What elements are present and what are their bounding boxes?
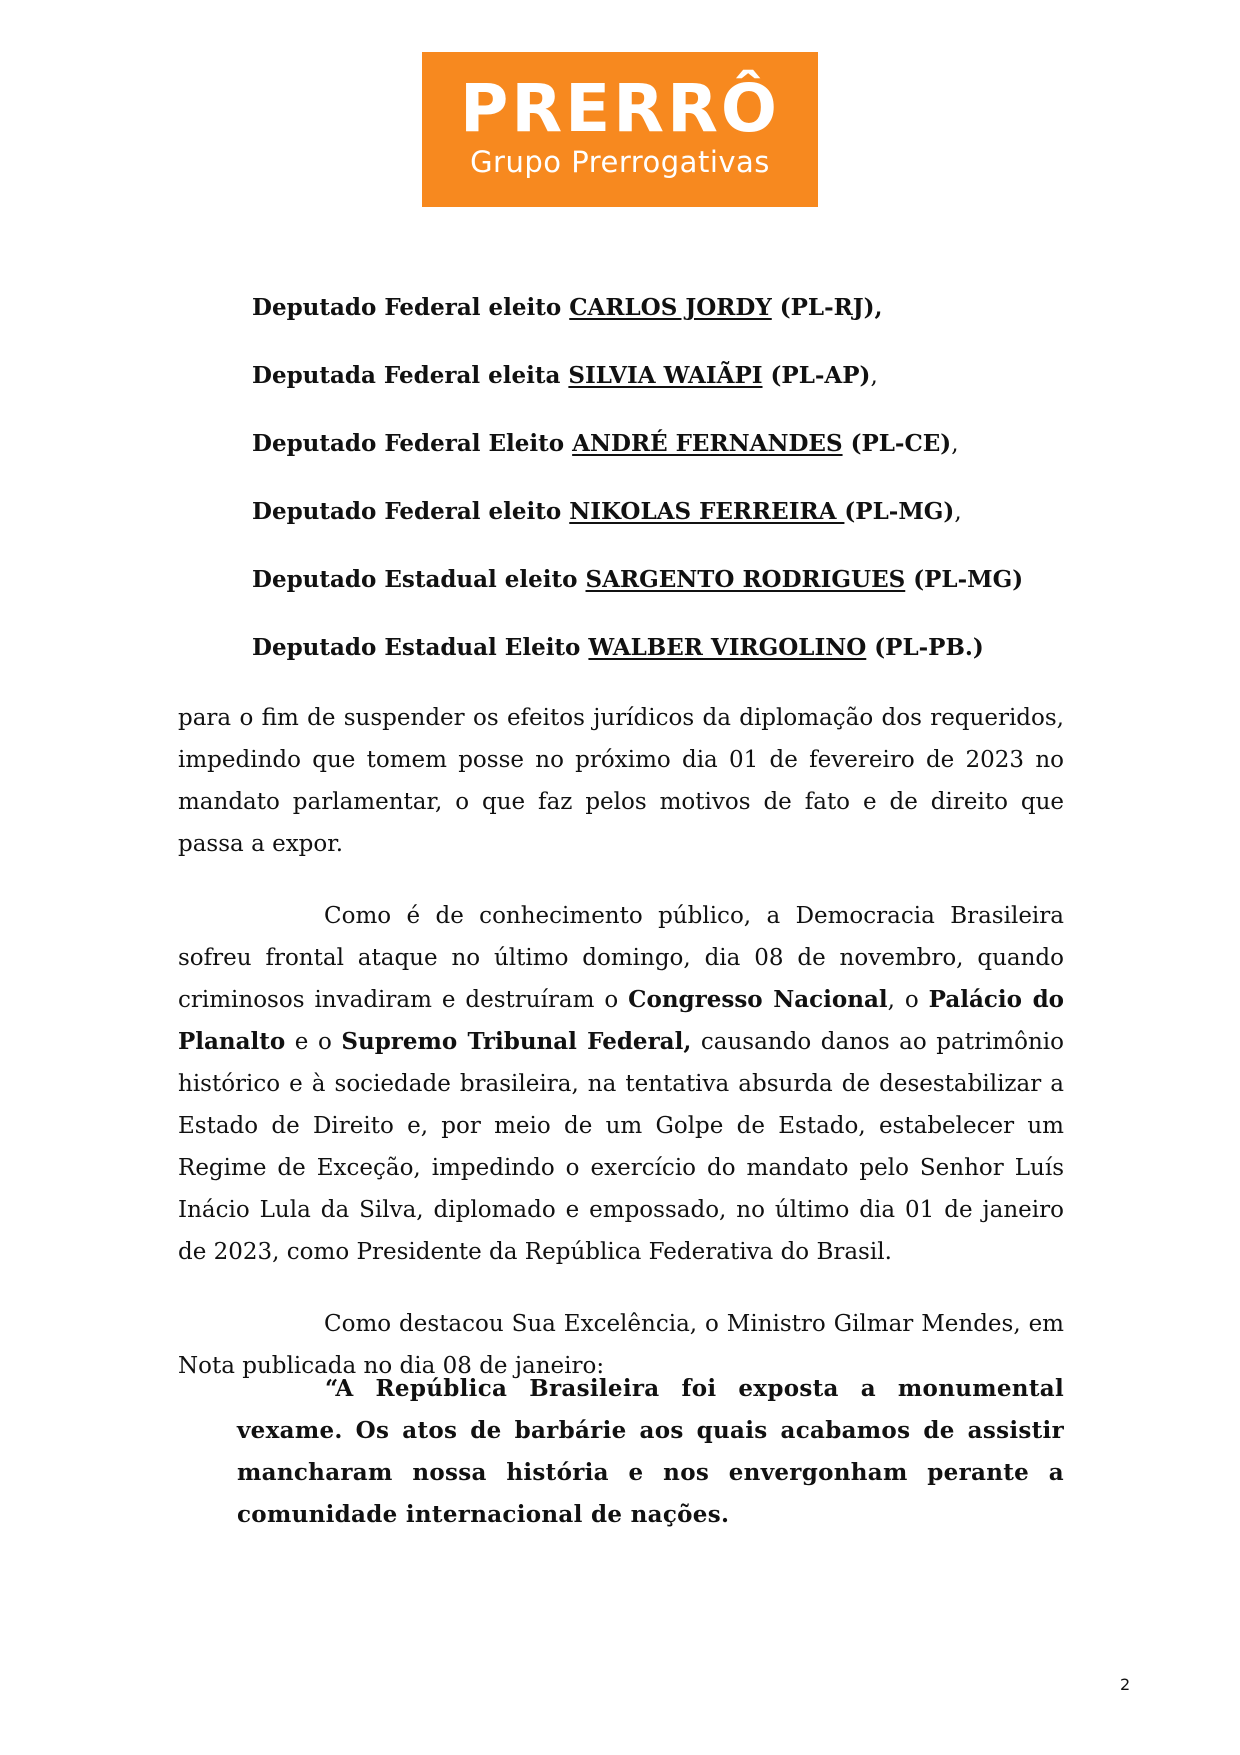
paragraph-facts [178,895,1064,1273]
logo-subtitle: Grupo Prerrogativas [470,145,770,179]
deputy-line [252,564,1112,632]
deputy-name: NIKOLAS FERREIRA [569,498,845,525]
deputy-role: Deputada Federal eleita [252,362,569,389]
deputy-party: (PL-PB.) [866,634,984,661]
deputy-name: SARGENTO RODRIGUES [585,566,906,593]
deputy-line [252,292,1112,360]
deputies-list [252,292,1112,700]
prerro-logo [422,52,818,207]
deputy-name: SILVIA WAIÃPI [568,362,763,389]
deputy-role: Deputado Estadual Eleito [252,634,589,661]
bold-term: Congresso Nacional [628,986,888,1013]
deputy-party: (PL-MG) [905,566,1024,593]
deputy-line [252,496,1112,564]
document-body [178,697,1064,1417]
block-quote: “A República Brasileira foi exposta a monumental vexame. Os atos de barbárie aos quais acabamos de assistir mancharam nossa história e nos envergonham perante a comunidade internacional de nações. [237,1375,1064,1528]
logo-brand: PRERRÔ [459,70,781,147]
deputy-suffix: , [870,363,878,389]
paragraph-citation-intro: Como destacou Sua Excelência, o Ministro Gilmar Mendes, em Nota publicada no dia 08 de janeiro: [178,1311,1064,1379]
deputy-party: (PL-AP) [762,362,871,389]
paragraph-text: e o [285,1029,342,1055]
deputy-role: Deputado Federal eleito [252,498,570,525]
bold-term: Supremo Tribunal Federal, [341,1028,692,1055]
deputy-party: (PL-MG) [844,498,955,525]
paragraph-text: Como é de conhecimento público, a Democracia Brasileira sofreu frontal ataque no último domingo, dia 08 de novembro, quando criminosos invadiram e destruíram o [178,903,1064,1013]
bold-term: Palácio do Planalto [178,986,1065,1055]
paragraph-text: , o [887,987,929,1013]
deputy-line [252,428,1112,496]
deputy-name: WALBER VIRGOLINO [588,634,867,661]
deputy-line [252,632,1112,700]
deputy-name: CARLOS JORDY [569,294,772,321]
deputy-suffix: , [951,431,959,457]
deputy-party: (PL-RJ), [771,294,883,321]
page-number: 2 [1120,1675,1131,1694]
paragraph-text: causando danos ao patrimônio histórico e à sociedade brasileira, na tentativa absurda de desestabilizar a Estado de Direito e, por meio de um Golpe de Estado, estabelecer um Regime de Exceção, impedindo o exercício do mandato pelo Senhor Luís Inácio Lula da Silva, diplomado e empossado, no último dia 01 de janeiro de 2023, como Presidente da República Federativa do Brasil. [178,1029,1064,1265]
deputy-role: Deputado Federal Eleito [252,430,573,457]
deputy-line [252,360,1112,428]
deputy-suffix: , [954,499,962,525]
deputy-role: Deputado Federal eleito [252,294,570,321]
deputy-name: ANDRÉ FERNANDES [572,430,843,457]
deputy-party: (PL-CE) [842,430,952,457]
paragraph-purpose: para o fim de suspender os efeitos jurídicos da diplomação dos requeridos, impedindo que tomem posse no próximo dia 01 de fevereiro de 2023 no mandato parlamentar, o que faz pelos motivos de fato e de direito que passa a expor. [178,705,1064,857]
deputy-role: Deputado Estadual eleito [252,566,586,593]
